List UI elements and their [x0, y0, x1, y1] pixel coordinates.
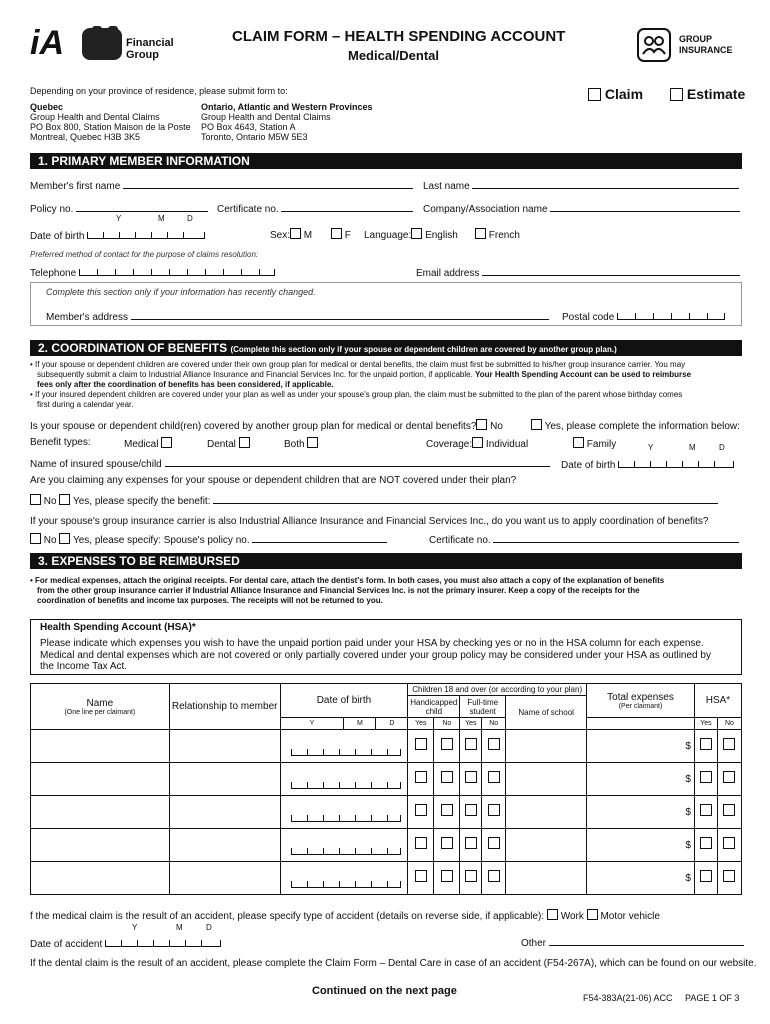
dob-cell[interactable] — [280, 862, 408, 895]
continued-note: Continued on the next page — [312, 985, 457, 997]
hsa-yes-checkbox[interactable] — [700, 738, 712, 750]
section1-header: 1. PRIMARY MEMBER INFORMATION — [30, 153, 742, 169]
relationship-cell[interactable] — [169, 763, 280, 796]
handicapped-no-checkbox[interactable] — [441, 771, 453, 783]
form-title: CLAIM FORM – HEALTH SPENDING ACCOUNT — [232, 28, 566, 45]
expenses-table: Name (One line per claimant) Relationship to member Date of birth Children 18 and over (or according to your plan) Total expenses (Per claimant) HSA* Handicapped child Full-time student Name of school Y M D Yes No Yes No Yes No $ $ $ $ $ — [30, 683, 742, 895]
table-row — [31, 829, 742, 862]
col-fulltime: Full-time student — [460, 696, 506, 718]
address-field[interactable] — [131, 310, 549, 320]
benefit-dental-checkbox[interactable] — [239, 437, 250, 448]
table-row — [31, 763, 742, 796]
student-no-checkbox[interactable] — [488, 771, 500, 783]
relationship-cell[interactable] — [169, 730, 280, 763]
student-yes-checkbox[interactable] — [465, 771, 477, 783]
benefit-both-checkbox[interactable] — [307, 437, 318, 448]
certificate-no-field[interactable] — [281, 202, 413, 212]
english-checkbox[interactable] — [411, 228, 422, 239]
col-dob: Date of birth — [280, 684, 408, 718]
cob-yes-checkbox[interactable] — [531, 419, 542, 430]
name-cell[interactable] — [31, 730, 170, 763]
total-cell[interactable]: $ — [587, 829, 695, 862]
table-row — [31, 796, 742, 829]
relationship-cell[interactable] — [169, 796, 280, 829]
ontario-title: Ontario, Atlantic and Western Provinces — [201, 102, 373, 112]
student-yes-checkbox[interactable] — [465, 804, 477, 816]
sex-m-checkbox[interactable] — [290, 228, 301, 239]
dob-cell[interactable] — [280, 829, 408, 862]
name-cell[interactable] — [31, 763, 170, 796]
company-field[interactable] — [550, 202, 740, 212]
insured-spouse-field[interactable] — [165, 457, 550, 467]
school-cell[interactable] — [506, 829, 587, 862]
french-checkbox[interactable] — [475, 228, 486, 239]
benefit-spec-field[interactable] — [213, 494, 718, 504]
hsa-no-checkbox[interactable] — [723, 804, 735, 816]
student-yes-checkbox[interactable] — [465, 870, 477, 882]
hsa-yes-checkbox[interactable] — [700, 804, 712, 816]
claim-checkbox[interactable]: Claim — [588, 86, 643, 102]
accident-other-field[interactable] — [549, 936, 744, 946]
logo: iA Financial Group — [30, 24, 174, 62]
name-cell[interactable] — [31, 796, 170, 829]
student-no-checkbox[interactable] — [488, 837, 500, 849]
relationship-cell[interactable] — [169, 862, 280, 895]
accident-motor-checkbox[interactable] — [587, 909, 598, 920]
form-number: F54-383A(21-06) ACC — [583, 993, 673, 1003]
coverage-family-checkbox[interactable] — [573, 437, 584, 448]
col-total: Total expenses (Per claimant) — [587, 684, 695, 718]
telephone-field[interactable] — [79, 265, 275, 276]
dob-cell[interactable] — [280, 763, 408, 796]
school-cell[interactable] — [506, 730, 587, 763]
total-cell[interactable]: $ — [587, 862, 695, 895]
dob-cell[interactable] — [280, 796, 408, 829]
total-cell[interactable]: $ — [587, 796, 695, 829]
relationship-cell[interactable] — [169, 829, 280, 862]
handicapped-yes-checkbox[interactable] — [415, 804, 427, 816]
student-no-checkbox[interactable] — [488, 870, 500, 882]
policy-no-field[interactable] — [76, 202, 208, 212]
hsa-yes-checkbox[interactable] — [700, 870, 712, 882]
form-subtitle: Medical/Dental — [348, 48, 440, 63]
school-cell[interactable] — [506, 862, 587, 895]
table-row — [31, 862, 742, 895]
col-children: Children 18 and over (or according to your plan) — [408, 684, 587, 696]
sex-f-checkbox[interactable] — [331, 228, 342, 239]
handicapped-yes-checkbox[interactable] — [415, 738, 427, 750]
coverage-individual-checkbox[interactable] — [472, 437, 483, 448]
not-covered-yes-checkbox[interactable] — [59, 494, 70, 505]
accident-date-field[interactable] — [105, 936, 221, 947]
student-yes-checkbox[interactable] — [465, 837, 477, 849]
handicapped-no-checkbox[interactable] — [441, 837, 453, 849]
accident-work-checkbox[interactable] — [547, 909, 558, 920]
total-cell[interactable]: $ — [587, 730, 695, 763]
hsa-no-checkbox[interactable] — [723, 837, 735, 849]
estimate-checkbox[interactable]: Estimate — [670, 86, 745, 102]
dob-cell[interactable] — [280, 730, 408, 763]
first-name-field[interactable] — [123, 179, 413, 189]
name-cell[interactable] — [31, 829, 170, 862]
handicapped-yes-checkbox[interactable] — [415, 837, 427, 849]
dob-field[interactable] — [87, 228, 205, 239]
page-number: PAGE 1 OF 3 — [685, 993, 740, 1003]
submit-intro: Depending on your province of residence, please submit form to: — [30, 86, 288, 96]
group-insurance-icon — [637, 28, 671, 62]
postal-code-field[interactable] — [617, 309, 725, 320]
apply-cob-yes-checkbox[interactable] — [59, 533, 70, 544]
hsa-yes-checkbox[interactable] — [700, 837, 712, 849]
col-name: Name (One line per claimant) — [31, 684, 170, 730]
handicapped-no-checkbox[interactable] — [441, 738, 453, 750]
hsa-no-checkbox[interactable] — [723, 738, 735, 750]
cob-no-checkbox[interactable] — [476, 419, 487, 430]
quebec-title: Quebec — [30, 102, 64, 112]
apply-cob-no-checkbox[interactable] — [30, 533, 41, 544]
col-hsa: HSA* — [694, 684, 741, 718]
table-row — [31, 730, 742, 763]
student-yes-checkbox[interactable] — [465, 738, 477, 750]
handicapped-yes-checkbox[interactable] — [415, 771, 427, 783]
section3-header: 3. EXPENSES TO BE REIMBURSED — [30, 553, 742, 569]
handicapped-no-checkbox[interactable] — [441, 804, 453, 816]
col-school: Name of school — [506, 696, 587, 730]
spouse-dob-field[interactable] — [618, 457, 734, 468]
hsa-no-checkbox[interactable] — [723, 870, 735, 882]
school-cell[interactable] — [506, 763, 587, 796]
not-covered-no-checkbox[interactable] — [30, 494, 41, 505]
handicapped-no-checkbox[interactable] — [441, 870, 453, 882]
benefit-medical-checkbox[interactable] — [161, 437, 172, 448]
spouse-policy-field[interactable] — [252, 533, 387, 543]
spouse-certificate-field[interactable] — [493, 533, 739, 543]
name-cell[interactable] — [31, 862, 170, 895]
school-cell[interactable] — [506, 796, 587, 829]
last-name-field[interactable] — [472, 179, 739, 189]
total-cell[interactable]: $ — [587, 763, 695, 796]
student-no-checkbox[interactable] — [488, 804, 500, 816]
student-no-checkbox[interactable] — [488, 738, 500, 750]
col-handicapped: Handicapped child — [408, 696, 460, 718]
hsa-yes-checkbox[interactable] — [700, 771, 712, 783]
hsa-no-checkbox[interactable] — [723, 771, 735, 783]
email-field[interactable] — [482, 266, 740, 276]
col-relationship: Relationship to member — [169, 684, 280, 730]
handicapped-yes-checkbox[interactable] — [415, 870, 427, 882]
section2-header: 2. COORDINATION OF BENEFITS (Complete this section only if your spouse or dependent children are covered by another group plan.) — [30, 340, 742, 356]
